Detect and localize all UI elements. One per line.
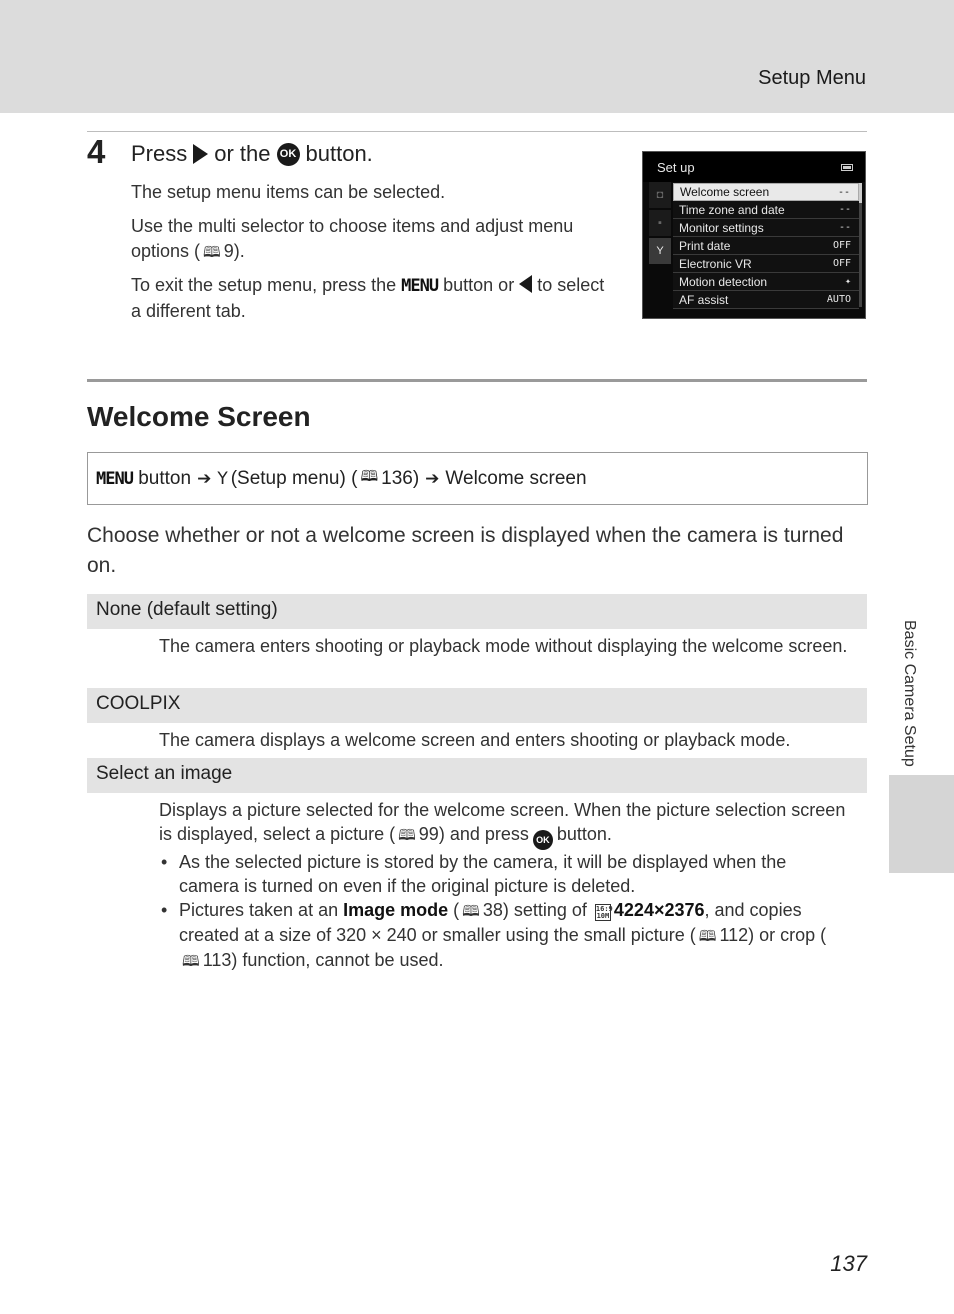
camera-menu-item	[673, 255, 859, 273]
multi-selector-right-icon	[193, 144, 208, 164]
menu-button-icon: MENU	[96, 468, 133, 489]
step-number: 4	[87, 133, 106, 170]
header-title: Setup Menu	[758, 67, 866, 89]
step-text: Use the multi selector to choose items and adjust menu options (	[131, 216, 574, 261]
step-title-button: button.	[305, 141, 373, 166]
bullet-text: , and copies created at a size of 320 × 240 or smaller using the small picture (	[179, 900, 802, 945]
camera-menu-tabs	[649, 182, 671, 306]
camera-menu-item-value: --	[837, 186, 850, 198]
camera-tab-icon: ◘	[649, 182, 671, 208]
intro-text: Choose whether or not a welcome screen is displayed when the camera is turned on.	[87, 524, 844, 577]
camera-menu-item-label: AF assist	[679, 292, 729, 307]
step-title	[131, 141, 373, 167]
camera-menu-item-value: ✦	[844, 276, 851, 287]
camera-scrollbar	[859, 183, 862, 307]
camera-menu-item-label: Electronic VR	[679, 256, 752, 271]
step-title-press: Press	[131, 141, 188, 166]
camera-menu-item	[673, 273, 859, 291]
camera-screen-header	[643, 152, 865, 182]
camera-menu-list	[673, 183, 859, 309]
battery-icon	[841, 164, 853, 171]
book-reference-icon: 🕮	[203, 243, 221, 261]
step-text: to	[537, 275, 553, 295]
menu-button-icon: MENU	[401, 276, 439, 296]
book-reference-icon: 🕮	[398, 826, 416, 844]
page-ref: 9).	[223, 241, 245, 261]
desc-text: button.	[556, 824, 612, 844]
image-size-value: 4224×2376	[613, 900, 705, 920]
step-paragraph	[131, 214, 611, 265]
book-reference-icon: 🕮	[360, 467, 379, 485]
option-header: COOLPIX	[87, 688, 867, 723]
book-reference-icon: 🕮	[462, 902, 480, 920]
select-image-text	[159, 798, 849, 850]
step-paragraph	[131, 273, 611, 324]
option-description: The camera displays a welcome screen and enters shooting or playback mode.	[159, 730, 791, 750]
camera-menu-item-label: Welcome screen	[680, 185, 770, 199]
menu-path-text: (Setup menu) (	[230, 467, 358, 489]
camera-menu-item-value: --	[838, 222, 851, 233]
option-header: None (default setting)	[87, 594, 867, 629]
chapter-tab	[889, 775, 954, 873]
image-mode-label: Image mode	[343, 900, 449, 920]
camera-menu-item-value: OFF	[832, 258, 851, 269]
camera-menu-item-label: Print date	[679, 238, 731, 253]
bullet-text: As the selected picture is stored by the camera, it will be displayed when the camera is turned on even if the original picture is deleted.	[179, 852, 787, 896]
step-title-or: or the	[214, 141, 271, 166]
book-reference-icon: 🕮	[698, 927, 717, 945]
step-text: select a different tab.	[131, 275, 605, 321]
chapter-title: Basic Camera Setup	[901, 620, 918, 767]
movie-tab-icon: ▪	[649, 210, 671, 236]
camera-menu-item-value: AUTO	[826, 294, 851, 305]
page-ref: 38) setting of	[482, 900, 587, 920]
camera-menu-item	[673, 201, 859, 219]
camera-menu-item	[673, 183, 859, 201]
option-description	[159, 798, 849, 973]
camera-screen-illustration	[642, 151, 866, 319]
camera-menu-item	[673, 219, 859, 237]
section-divider	[87, 379, 867, 382]
multi-selector-left-icon	[519, 275, 532, 293]
camera-menu-item	[673, 291, 859, 309]
page-ref: 136)	[381, 467, 420, 489]
header-band	[0, 0, 954, 113]
bullet-item	[159, 850, 849, 898]
step-paragraph: The setup menu items can be selected.	[131, 182, 446, 202]
book-reference-icon: 🕮	[182, 952, 200, 970]
chapter-side-label	[880, 620, 930, 790]
camera-menu-item-value: --	[838, 204, 851, 215]
camera-menu-item	[673, 237, 859, 255]
image-size-icon-top: 16:9	[595, 905, 613, 913]
image-size-icon	[595, 904, 611, 921]
bullet-text: Pictures taken at an	[179, 900, 339, 920]
step-text: button or	[443, 275, 515, 295]
desc-text: Displays a picture selected for the welcome screen. When the picture selection screen is displayed, select a picture (	[159, 800, 846, 844]
option-description: The camera enters shooting or playback mode without displaying the welcome screen.	[159, 636, 848, 656]
menu-path-box	[87, 452, 868, 505]
bullet-item: • Pictures taken at an Image mode ( 🕮 38) setting of 16:9 10M 4224×2376, and copies created at a size of 320 × 240 or smaller using the small picture ( 🕮 112) or crop (🕮 113) function, cannot be used.	[159, 898, 849, 973]
step-text: To exit the setup menu, press the	[131, 275, 397, 295]
camera-menu-item-label: Motion detection	[679, 274, 768, 289]
arrow-right-icon: ➔	[425, 468, 440, 489]
page-ref: 112) or crop (	[719, 925, 827, 945]
camera-menu-item-label: Monitor settings	[679, 220, 764, 235]
section-title: Welcome Screen	[87, 401, 311, 432]
camera-menu-item-label: Time zone and date	[679, 202, 785, 217]
divider	[87, 131, 867, 132]
page-number: 137	[830, 1251, 867, 1276]
page-ref: 99) and press	[418, 824, 529, 844]
arrow-right-icon: ➔	[197, 468, 212, 489]
wrench-icon: Y	[217, 468, 228, 489]
camera-menu-item-value: OFF	[832, 240, 851, 251]
ok-button-icon: OK	[277, 143, 300, 166]
wrench-tab-icon: Y	[649, 238, 671, 264]
page-ref: 113) function, cannot be used.	[202, 950, 444, 970]
image-size-icon-bottom: 10M	[596, 912, 610, 920]
option-header: Select an image	[87, 758, 867, 793]
camera-menu-title: Set up	[657, 160, 695, 175]
ok-button-icon: OK	[533, 830, 553, 850]
menu-path-target: Welcome screen	[445, 467, 587, 489]
menu-path-text: button	[138, 467, 192, 489]
